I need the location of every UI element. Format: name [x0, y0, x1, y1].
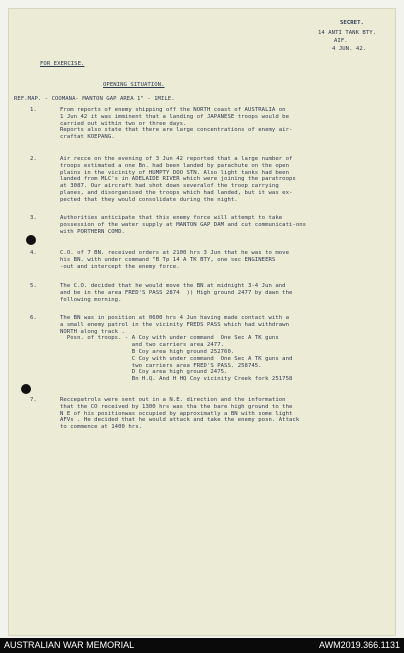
unit-name: 14 ANTI TANK BTY. — [318, 30, 377, 36]
paragraph-line: planes, and disorganised the troops which had landed, but it was ex- — [60, 190, 293, 196]
exercise-label: FOR EXERCISE. — [40, 61, 85, 67]
paragraph-number: 6. — [30, 315, 37, 321]
paragraph-number: 1. — [30, 107, 37, 113]
paragraph-line: Air recce on the evening of 3 Jun 42 reported that a large number of — [60, 156, 293, 162]
paragraph-line: Authorities anticipate that this enemy force will attempt to take — [60, 215, 283, 221]
paragraph-line: C Coy with under command One Sec A TK guns and — [60, 355, 293, 362]
document-page — [8, 8, 396, 636]
archive-footer — [0, 638, 404, 653]
paragraph-line: troops estimated a one Bn. had been landed by parachute on the open — [60, 162, 289, 169]
paragraph-line: C.O. of 7 BN. received orders at 2100 hrs 3 Jun that he was to move — [60, 250, 289, 256]
paragraph-line: Reports also state that there are large concentrations of enemy air- — [60, 127, 293, 134]
paragraph-line: with PORTHERN COMD. — [60, 228, 125, 235]
paragraph-number: 3. — [30, 215, 37, 221]
footer-institution: AUSTRALIAN WAR MEMORIAL — [4, 640, 135, 650]
paragraph-line: Bn H.Q. And H HQ Coy vicinity Creek fork 251758 — [60, 376, 293, 383]
paragraph-line: Reccepatrols were sent out in a N.E. direction and the information — [60, 397, 286, 403]
paragraph-line: From reports of enemy shipping off the NORTH coast of AUSTRALIA on — [60, 107, 286, 113]
paragraph-line: landed from MLC's in ADELAIDE RIVER which were joining the paratroops — [60, 176, 296, 183]
paragraph-line: NORTH along track . — [60, 328, 125, 335]
paragraph-number: 2. — [30, 156, 37, 162]
paragraph-line: his BN. with under command "B Tp 14 A TK BTY, one sec ENGINEERS — [60, 256, 276, 263]
paragraph-line: plains in the vicinity of HUMPTY DOO STN. Also light tanks had been — [60, 169, 289, 176]
paragraph-line: carried out within two or three days. — [60, 120, 187, 127]
paragraph-line: that the CO received by 1300 hrs was tha the bare high ground to the — [60, 403, 293, 410]
paragraph-number: 7. — [30, 397, 37, 403]
paragraph-line: and be in the area FRED'S PASS 2874 )) High ground 2477 by dawn the — [60, 289, 293, 296]
paragraph-line: craftat KOEPANG. — [60, 134, 115, 141]
paragraph-line: following morning. — [60, 296, 122, 303]
aif-label: AIF. — [334, 38, 348, 44]
paragraph-line: N E of his positionwas occupied by approximatly a BN with some light — [60, 410, 293, 417]
paragraph-line: possession of the water supply at MANTON GAP DAM and cut communicati-ons — [60, 221, 307, 228]
paragraph-line: 1 Jun 42 it was imminent that a landing of JAPANESE troops would be — [60, 113, 289, 120]
reference-map: REF.MAP. - COOMANA- MANTON GAP AREA 1" - 1MILE. — [14, 96, 175, 102]
paragraph-line: The BN was in position at 0600 hrs 4 Jun having made contact with a — [60, 315, 289, 321]
paragraph-line: B Coy area high ground 252760. — [60, 349, 235, 355]
paragraph-number: 4. — [30, 250, 37, 256]
paragraph-line: at 3087. Our aircraft had shot down severalof the troop carrying — [60, 183, 279, 190]
punch-hole-bottom — [21, 384, 31, 394]
paragraph-line: D Coy area high ground 2475. — [60, 369, 228, 376]
paragraph-number: 5. — [30, 283, 37, 289]
secret-marking: SECRET. — [340, 20, 364, 26]
footer-accession: AWM2019.366.1131 — [318, 640, 400, 650]
paragraph-line: AFVs . He decided that he would attack and take the enemy posn. Attack — [60, 417, 300, 424]
document-date: 4 JUN. 42. — [332, 46, 367, 52]
paragraph-line: pected that they would consolidate during the night. — [60, 196, 238, 203]
paragraph-line: and two carriers area 2477. — [60, 342, 225, 349]
section-heading: OPENING SITUATION. — [103, 82, 165, 88]
paragraph-line: The C.O. decided that he would move the BN at midnight 3-4 Jun and — [60, 283, 286, 289]
punch-hole-top — [26, 235, 36, 245]
paragraph-line: two carriers area FRED'S PASS. 258745. — [60, 362, 262, 369]
paragraph-line: Posn. of troops. - A Coy with under command One Sec A TK guns — [60, 335, 279, 342]
paragraph-line: a small enemy patrol in the vicinity FREDS PASS which had withdrawn — [60, 321, 289, 328]
paragraph-line: -out and intercept the enemy force. — [60, 263, 180, 270]
paragraph-line: to commence at 1400 hrs. — [60, 424, 143, 431]
